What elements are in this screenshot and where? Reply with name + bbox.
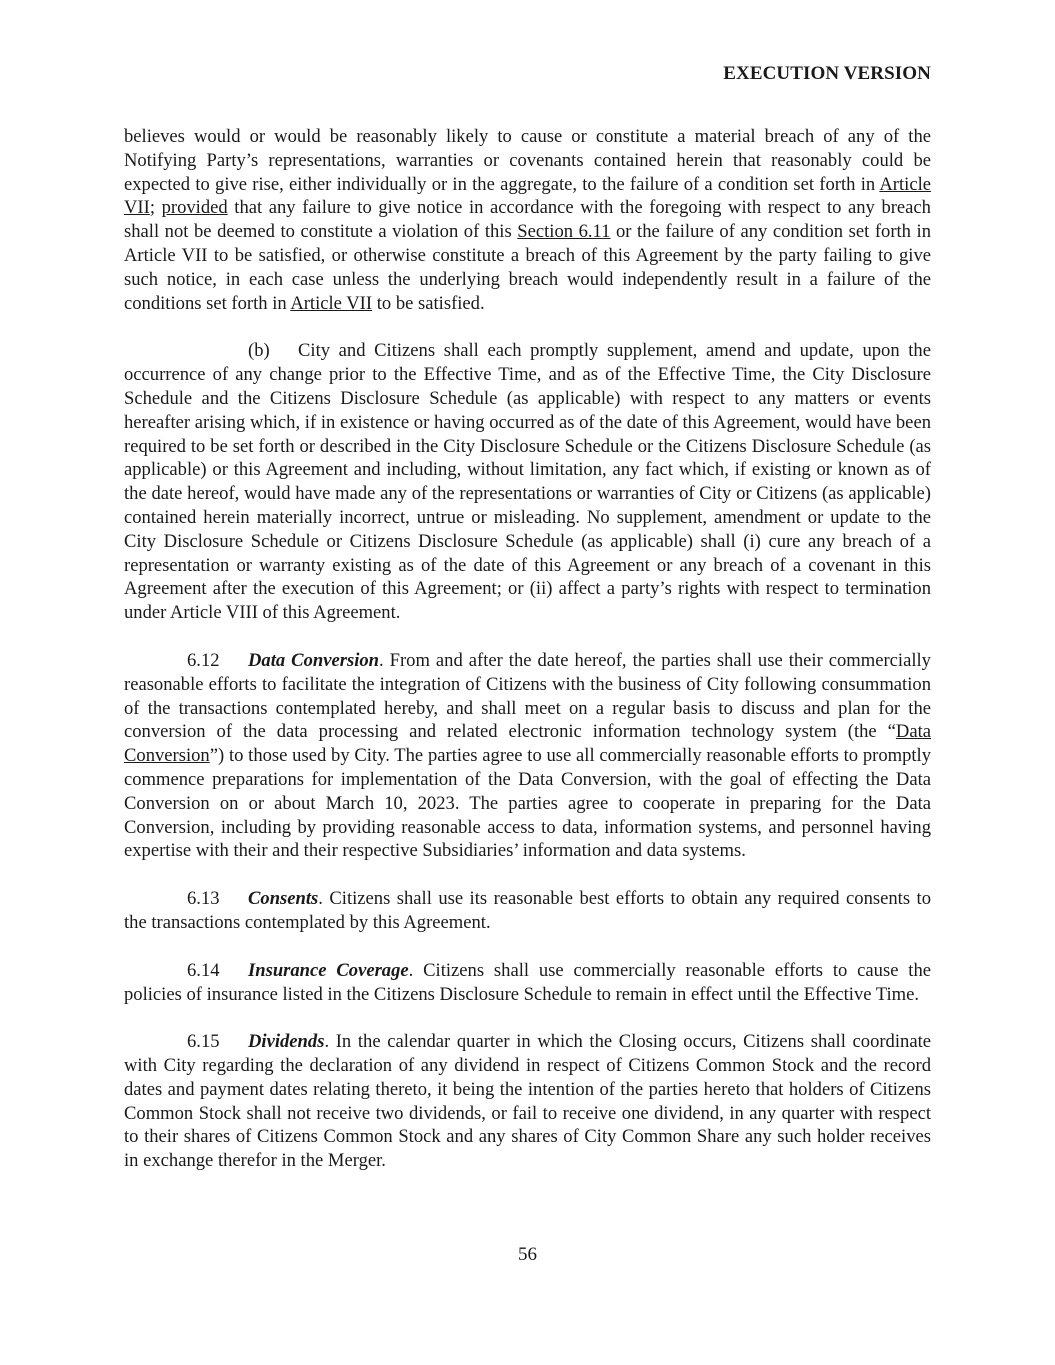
section-number: 6.15 [187, 1031, 220, 1053]
section-6-15 [124, 1030, 931, 1173]
provided-term: provided [161, 197, 228, 219]
section-6-14 [124, 959, 931, 1007]
text: . From and after the date hereof, the parties shall use their commercially reasonable efforts to facilitate the integration of Citizens with the business of City following consummation of the transactions contemplated hereby, and shall meet on a regular basis to discuss and plan for the conversion of the data processing and related electronic information technology system (the “ [124, 649, 931, 743]
text: . In the calendar quarter in which the Closing occurs, Citizens shall coordinate with City regarding the declaration of any dividend in respect of Citizens Common Stock and the record dates and payment dates relating thereto, it being the intention of the parties hereto that holders of Citizens Common Stock shall not receive two dividends, or fail to receive one dividend, in any quarter with respect to their shares of Citizens Common Stock and any shares of City Common Share any such holder receives in exchange therefor in the Merger. [124, 1031, 931, 1172]
text: that any failure to give notice in accordance with the foregoing with respect to any breach shall not be deemed to constitute a violation of this [124, 197, 931, 243]
subsection-label: (b) [248, 340, 270, 362]
article-vii-ref: Article VII [124, 173, 931, 219]
execution-version-label: EXECUTION VERSION [723, 63, 931, 84]
document-body [124, 125, 931, 1197]
section-6-12 [124, 649, 931, 863]
paragraph-notice-continuation [124, 125, 931, 315]
text: believes would or would be reasonably likely to cause or constitute a material breach of any of the Notifying Party’s representations, warranties or covenants contained herein that reasonably could be expected to give rise, either individually or in the aggregate, to the failure of a condition set forth in [124, 126, 931, 195]
section-6-11-ref: Section 6.11 [517, 221, 611, 243]
section-number: 6.12 [187, 649, 220, 671]
paragraph-b [124, 339, 931, 625]
section-number: 6.14 [187, 959, 220, 981]
section-heading: Dividends [248, 1031, 325, 1053]
section-6-13 [124, 887, 931, 935]
text: City and Citizens shall each promptly supplement, amend and update, upon the occurrence of any change prior to the Effective Time, and as of the Effective Time, the City Disclosure Schedule and the Citizens Disclosure Schedule (as applicable) with respect to any matters or events hereafter arising which, if in existence or having occurred as of the date of this Agreement, would have been required to be set forth or described in the City Disclosure Schedule or the Citizens Disclosure Schedule (as applicable) or this Agreement and including, without limitation, any fact which, if existing or known as of the date hereof, would have made any of the representations or warranties of City or Citizens (as applicable) contained herein materially incorrect, untrue or misleading. No supplement, amendment or update to the City Disclosure Schedule or Citizens Disclosure Schedule (as applicable) shall (i) cure any breach of a representation or warranty existing as of the date of this Agreement or any breach of a covenant in this Agreement after the execution of this Agreement; or (ii) affect a party’s rights with respect to termination under Article VIII of this Agreement. [124, 340, 931, 624]
section-heading: Consents [248, 888, 319, 910]
text: . Citizens shall use its reasonable best efforts to obtain any required consents to the transactions contemplated by this Agreement. [124, 888, 931, 933]
data-conversion-term: Data Conversion [124, 721, 931, 767]
page-number: 56 [518, 1244, 537, 1265]
section-heading: Data Conversion [248, 649, 379, 671]
text: or the failure of any condition set forth in Article VII to be satisfied, or otherwise constitute a breach of this Agreement by the party failing to give such notice, in each case unless the underlying breach would independently result in a failure of the conditions set forth in [124, 221, 931, 314]
section-heading: Insurance Coverage [248, 959, 409, 981]
article-vii-ref-2: Article VII [290, 292, 373, 314]
text: to be satisfied. [372, 292, 485, 314]
text: ”) to those used by City. The parties agree to use all commercially reasonable efforts to promptly commence preparations for implementation of the Data Conversion, with the goal of effecting the Data Conversion on or about March 10, 2023. The parties agree to cooperate in preparing for the Data Conversion, including by providing reasonable access to data, information systems, and personnel having expertise with their and their respective Subsidiaries’ information and data systems. [124, 745, 931, 862]
text: ; [149, 197, 162, 219]
section-number: 6.13 [187, 888, 220, 910]
text: . Citizens shall use commercially reasonable efforts to cause the policies of insurance listed in the Citizens Disclosure Schedule to remain in effect until the Effective Time. [124, 959, 932, 1005]
